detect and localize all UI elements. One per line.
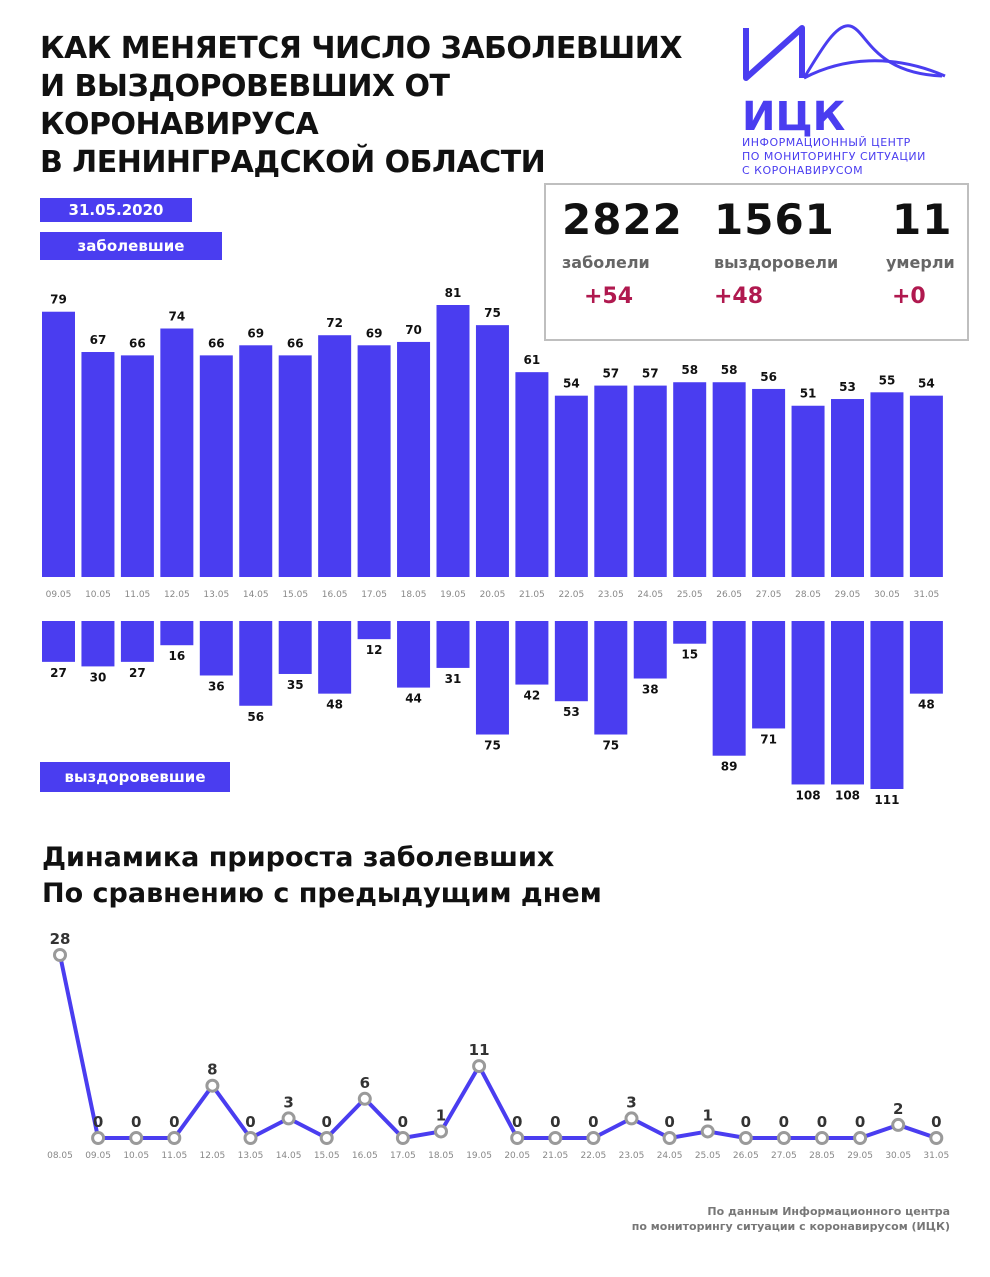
recovered-bar — [121, 621, 154, 662]
cases-bar-label: 66 — [207, 336, 225, 351]
cases-x-tick: 22.05 — [558, 590, 585, 600]
growth-point-label: 3 — [283, 1093, 294, 1112]
cases-bar — [397, 342, 430, 577]
recovered-bar — [318, 621, 351, 694]
growth-point-label: 0 — [740, 1113, 752, 1131]
cases-bar-label: 67 — [89, 333, 107, 348]
cases-x-tick: 13.05 — [203, 590, 230, 600]
growth-point — [131, 1133, 142, 1144]
growth-point — [550, 1133, 561, 1144]
recovered-bar-label: 44 — [405, 691, 422, 706]
growth-point-label: 2 — [892, 1099, 904, 1118]
cases-x-tick: 09.05 — [45, 590, 72, 600]
title-line-1: КАК МЕНЯЕТСЯ ЧИСЛО ЗАБОЛЕВШИХ — [40, 31, 682, 66]
cases-x-tick: 16.05 — [321, 590, 348, 600]
recovered-bar — [358, 621, 391, 639]
cases-bar — [792, 406, 825, 577]
cases-x-tick: 17.05 — [361, 590, 387, 600]
cases-bar-label: 57 — [602, 366, 620, 381]
stat-recovered-delta: +48 — [714, 284, 764, 309]
cases-bar-label: 72 — [326, 316, 344, 331]
cases-x-tick: 10.05 — [85, 590, 111, 600]
growth-point-label: 0 — [321, 1113, 332, 1131]
title-line-3: КОРОНАВИРУСА — [40, 107, 319, 142]
growth-x-tick: 29.05 — [847, 1151, 873, 1161]
line-chart — [0, 930, 990, 1170]
growth-point-label: 0 — [511, 1113, 523, 1131]
title-line-2: И ВЫЗДОРОВЕВШИХ ОТ — [40, 69, 450, 104]
recovered-bar-label: 48 — [918, 697, 935, 712]
logo-name: ИЦК — [742, 94, 846, 140]
cases-bar-label: 66 — [129, 336, 146, 351]
cases-bar — [358, 345, 391, 577]
source-note — [632, 1204, 950, 1234]
growth-point — [931, 1133, 942, 1144]
cases-bar — [81, 352, 114, 577]
recovered-bar-label: 35 — [286, 677, 304, 692]
cases-bar-label: 57 — [641, 366, 659, 381]
stat-cases-delta: +54 — [584, 284, 634, 309]
growth-point — [207, 1080, 218, 1091]
recovered-bar-label: 53 — [562, 705, 580, 720]
cases-x-tick: 30.05 — [874, 590, 900, 600]
recovered-bar-label: 75 — [484, 738, 501, 753]
cases-bar — [870, 392, 903, 577]
growth-point-label: 28 — [49, 930, 71, 948]
recovered-bar-label: 15 — [681, 647, 699, 662]
recovered-bar — [397, 621, 430, 688]
cases-bar — [673, 382, 706, 577]
growth-point — [93, 1133, 104, 1144]
growth-line — [60, 955, 936, 1138]
growth-point — [283, 1113, 294, 1124]
growth-x-tick: 21.05 — [542, 1151, 569, 1161]
growth-x-tick: 19.05 — [466, 1151, 492, 1161]
recovered-bar-label: 36 — [207, 679, 225, 694]
recovered-bar — [870, 621, 903, 789]
growth-point-label: 8 — [207, 1060, 218, 1079]
cases-bar — [279, 355, 312, 577]
growth-x-tick: 18.05 — [428, 1151, 454, 1161]
cases-bar-label: 66 — [286, 336, 304, 351]
growth-x-tick: 23.05 — [618, 1151, 645, 1161]
logo-caption-line-3: С КОРОНАВИРУСОМ — [742, 164, 864, 177]
cases-x-tick: 28.05 — [795, 590, 821, 600]
cases-bar — [437, 305, 470, 577]
recovered-bar — [792, 621, 825, 784]
growth-x-tick: 17.05 — [390, 1151, 416, 1161]
growth-point-label: 0 — [397, 1113, 409, 1131]
recovered-bar — [160, 621, 193, 645]
recovered-bar-label: 111 — [874, 793, 900, 807]
growth-point — [740, 1133, 751, 1144]
recovered-bar-label: 108 — [795, 788, 821, 803]
growth-x-tick: 20.05 — [504, 1151, 531, 1161]
cases-x-tick: 24.05 — [637, 590, 664, 600]
growth-point — [436, 1126, 447, 1137]
growth-x-tick: 08.05 — [47, 1151, 73, 1161]
growth-point-label: 0 — [931, 1113, 942, 1131]
growth-point-label: 1 — [702, 1106, 713, 1125]
cases-x-tick: 26.05 — [716, 590, 743, 600]
cases-bar — [555, 396, 588, 577]
cases-x-tick: 12.05 — [163, 590, 190, 600]
recovered-bar — [752, 621, 785, 728]
cases-x-tick: 31.05 — [913, 590, 940, 600]
recovered-bar-label: 75 — [602, 738, 620, 753]
cases-x-tick: 29.05 — [834, 590, 861, 600]
growth-point — [321, 1133, 332, 1144]
cases-x-tick: 20.05 — [479, 590, 506, 600]
cases-x-tick: 23.05 — [597, 590, 624, 600]
source-note-line-2: по мониторингу ситуации с коронавирусом (ИЦК) — [631, 1220, 950, 1233]
growth-point-label: 1 — [435, 1106, 447, 1125]
growth-point-label: 0 — [816, 1113, 828, 1131]
growth-point-label: 0 — [245, 1113, 256, 1131]
logo-caption-line-1: ИНФОРМАЦИОННЫЙ ЦЕНТР — [742, 136, 911, 149]
growth-point — [169, 1133, 180, 1144]
growth-point — [893, 1119, 904, 1130]
stat-recovered-label: выздоровели — [714, 253, 839, 272]
growth-point — [588, 1133, 599, 1144]
cases-x-tick: 27.05 — [755, 590, 782, 600]
cases-bar — [318, 335, 351, 577]
growth-point-label: 0 — [550, 1113, 561, 1131]
recovered-bar — [437, 621, 470, 668]
growth-point — [474, 1061, 485, 1072]
cases-x-tick: 18.05 — [400, 590, 427, 600]
recovered-bar-label: 38 — [641, 682, 659, 697]
cases-bar — [515, 372, 548, 577]
recovered-bar-label: 56 — [247, 709, 265, 724]
growth-point-label: 0 — [778, 1113, 790, 1131]
recovered-bar-label: 16 — [168, 649, 186, 664]
cases-x-tick: 19.05 — [440, 590, 466, 600]
cases-bar — [476, 325, 509, 577]
cases-bar-label: 54 — [562, 376, 580, 391]
growth-point — [778, 1133, 789, 1144]
stat-deaths-label: умерли — [886, 253, 955, 272]
cases-bar — [634, 386, 667, 577]
growth-point-label: 0 — [92, 1113, 104, 1131]
growth-x-tick: 25.05 — [694, 1151, 721, 1161]
growth-point-label: 0 — [664, 1113, 675, 1131]
growth-point — [702, 1126, 713, 1137]
growth-point-label: 0 — [588, 1113, 599, 1131]
cases-x-tick: 11.05 — [124, 590, 151, 600]
line-chart-title — [42, 840, 602, 912]
cases-bar — [200, 355, 233, 577]
recovered-bar-label: 89 — [720, 759, 738, 774]
recovered-bar — [555, 621, 588, 701]
growth-point-label: 0 — [169, 1113, 180, 1131]
stat-deaths-delta: +0 — [892, 284, 926, 309]
recovered-bar — [239, 621, 272, 706]
growth-x-tick: 15.05 — [313, 1151, 340, 1161]
recovered-bar — [910, 621, 943, 694]
recovered-bar — [634, 621, 667, 679]
cases-bar-label: 54 — [918, 376, 935, 391]
cases-bar-label: 69 — [365, 326, 383, 341]
growth-x-tick: 30.05 — [885, 1151, 912, 1161]
growth-x-tick: 09.05 — [85, 1151, 111, 1161]
growth-point-label: 11 — [468, 1041, 490, 1060]
recovered-bar — [515, 621, 548, 685]
growth-point — [626, 1113, 637, 1124]
date-tag: 31.05.2020 — [40, 198, 192, 222]
growth-x-tick: 26.05 — [732, 1151, 759, 1161]
growth-point-label: 6 — [359, 1073, 371, 1092]
source-note-line-1: По данным Информационного центра — [707, 1205, 950, 1218]
cases-bar — [42, 312, 75, 577]
recovered-bar-label: 42 — [523, 688, 541, 703]
growth-point — [855, 1133, 866, 1144]
cases-bar-label: 75 — [484, 306, 501, 321]
recovered-bar-label: 108 — [834, 788, 861, 803]
recovered-bar — [476, 621, 509, 735]
cases-bar-label: 74 — [168, 309, 186, 324]
recovered-bar-label: 31 — [444, 671, 462, 686]
cases-bar-label: 70 — [405, 322, 422, 337]
growth-x-tick: 31.05 — [923, 1151, 950, 1161]
recovered-bar — [831, 621, 864, 784]
cases-bar — [831, 399, 864, 577]
growth-point-label: 0 — [854, 1113, 866, 1131]
recovered-bar-label: 30 — [89, 670, 107, 685]
growth-x-tick: 16.05 — [351, 1151, 378, 1161]
growth-point — [664, 1133, 675, 1144]
cases-bar-label: 58 — [681, 363, 699, 378]
growth-x-tick: 14.05 — [275, 1151, 302, 1161]
recovered-bar — [713, 621, 746, 756]
stat-deaths-value: 11 — [892, 195, 953, 244]
recovered-bar-label: 27 — [129, 665, 146, 680]
line-chart-title-2: По сравнению с предыдущим днем — [42, 878, 602, 909]
cases-x-tick: 15.05 — [282, 590, 309, 600]
growth-x-tick: 12.05 — [199, 1151, 226, 1161]
growth-point — [397, 1133, 408, 1144]
growth-x-tick: 24.05 — [656, 1151, 683, 1161]
cases-bar — [160, 329, 193, 577]
growth-x-tick: 10.05 — [123, 1151, 150, 1161]
growth-x-tick: 27.05 — [771, 1151, 797, 1161]
cases-bar-label: 61 — [523, 353, 541, 368]
cases-bar-label: 79 — [50, 292, 67, 307]
cases-bar — [121, 355, 154, 577]
stat-cases-label: заболели — [562, 253, 650, 272]
cases-bar-label: 51 — [799, 386, 817, 401]
cases-bar-label: 56 — [760, 369, 777, 384]
growth-point — [817, 1133, 828, 1144]
recovered-bar — [81, 621, 114, 666]
cases-bar — [594, 386, 627, 577]
cases-bar-label: 55 — [878, 373, 896, 388]
growth-point-label: 0 — [130, 1113, 142, 1131]
growth-point — [359, 1093, 370, 1104]
growth-point — [245, 1133, 256, 1144]
recovered-bar — [594, 621, 627, 735]
recovered-bar — [279, 621, 312, 674]
line-chart-title-1: Динамика прироста заболевших — [42, 842, 555, 873]
stat-recovered-value: 1561 — [714, 195, 835, 244]
cases-bar — [239, 345, 272, 577]
stat-cases-value: 2822 — [562, 195, 683, 244]
recovered-bar — [42, 621, 75, 662]
growth-point — [55, 950, 66, 961]
growth-point — [512, 1133, 523, 1144]
recovered-tag: выздоровевшие — [40, 762, 230, 792]
growth-x-tick: 22.05 — [580, 1151, 607, 1161]
cases-x-tick: 25.05 — [676, 590, 703, 600]
cases-bar-label: 81 — [444, 286, 462, 300]
cases-tag: заболевшие — [40, 232, 222, 260]
recovered-bar — [200, 621, 233, 675]
cases-bar-label: 58 — [720, 363, 738, 378]
logo-caption-line-2: ПО МОНИТОРИНГУ СИТУАЦИИ — [742, 150, 926, 163]
growth-x-tick: 28.05 — [809, 1151, 835, 1161]
recovered-bar-label: 71 — [760, 732, 777, 747]
cases-bar-label: 53 — [839, 380, 856, 395]
cases-bar-label: 69 — [247, 326, 265, 341]
cases-bar — [713, 382, 746, 577]
recovered-bar-label: 48 — [326, 697, 344, 712]
title-line-4: В ЛЕНИНГРАДСКОЙ ОБЛАСТИ — [40, 145, 546, 180]
cases-bar — [910, 396, 943, 577]
cases-bar — [752, 389, 785, 577]
recovered-bar-label: 12 — [365, 643, 383, 658]
growth-x-tick: 11.05 — [161, 1151, 188, 1161]
recovered-bar-label: 27 — [50, 665, 67, 680]
growth-point-label: 3 — [626, 1093, 637, 1112]
growth-x-tick: 13.05 — [237, 1151, 264, 1161]
cases-x-tick: 21.05 — [519, 590, 545, 600]
cases-x-tick: 14.05 — [242, 590, 269, 600]
recovered-bar — [673, 621, 706, 644]
